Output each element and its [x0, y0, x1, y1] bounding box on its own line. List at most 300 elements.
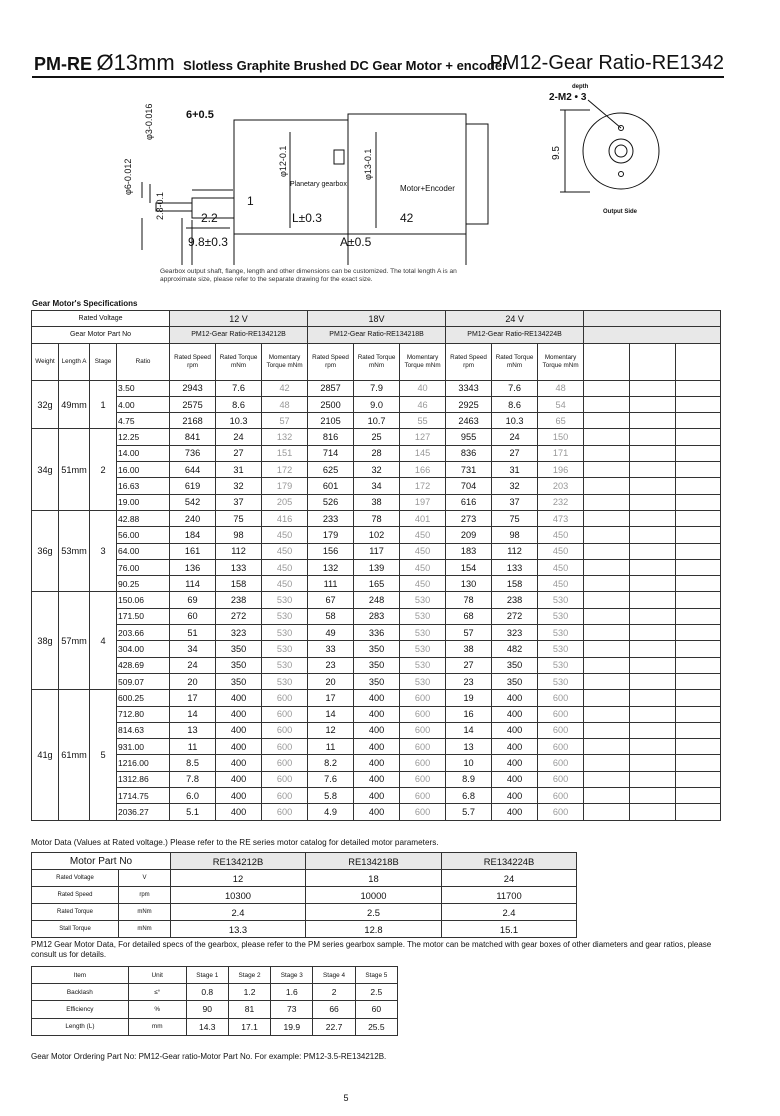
extra-part-cell — [584, 327, 721, 343]
motor-param-value: 12 — [171, 870, 306, 887]
empty-cell — [676, 641, 721, 657]
stage-table-body — [32, 967, 398, 1036]
col-speed-18: Rated Speed rpm — [308, 343, 354, 380]
empty-cell — [584, 625, 630, 641]
empty-cell — [676, 576, 721, 592]
empty-cell — [584, 413, 630, 429]
value-cell: 530 — [262, 592, 308, 608]
value-cell: 158 — [216, 576, 262, 592]
table-row — [32, 967, 398, 984]
value-cell: 400 — [492, 771, 538, 787]
empty-cell — [584, 396, 630, 412]
empty-cell — [630, 445, 676, 461]
value-cell: 400 — [216, 755, 262, 771]
value-cell: 736 — [170, 445, 216, 461]
value-cell: 450 — [400, 543, 446, 559]
ratio-cell: 304.00 — [117, 641, 170, 657]
header-divider — [32, 76, 724, 78]
value-cell: 98 — [216, 527, 262, 543]
value-cell: 600 — [400, 706, 446, 722]
stage-value-cell: 17.1 — [228, 1018, 270, 1035]
page-number: 5 — [343, 1093, 349, 1103]
value-cell: 400 — [492, 706, 538, 722]
empty-cell — [630, 462, 676, 478]
empty-cell — [676, 527, 721, 543]
value-cell: 530 — [400, 592, 446, 608]
value-cell: 203 — [538, 478, 584, 494]
value-cell: 136 — [170, 559, 216, 575]
value-cell: 530 — [262, 673, 308, 689]
stage-header-cell: Unit — [128, 967, 186, 984]
stage-label-cell: Efficiency — [32, 1001, 129, 1018]
value-cell: 600 — [262, 739, 308, 755]
dim-a: A±0.5 — [340, 235, 372, 249]
value-cell: 37 — [492, 494, 538, 510]
empty-cell — [584, 804, 630, 820]
value-cell: 8.5 — [170, 755, 216, 771]
end-view-outline — [583, 113, 659, 189]
empty-cell — [584, 543, 630, 559]
value-cell: 55 — [400, 413, 446, 429]
value-cell: 183 — [446, 543, 492, 559]
empty-cell — [584, 592, 630, 608]
value-cell: 112 — [492, 543, 538, 559]
model-title: PM12-Gear Ratio-RE1342 — [489, 52, 724, 74]
planetary-gearbox-label: Planetary gearbox — [290, 181, 347, 188]
stage-value-cell: 1.2 — [228, 984, 270, 1001]
value-cell: 8.9 — [446, 771, 492, 787]
value-cell: 400 — [354, 804, 400, 820]
empty-cell — [676, 445, 721, 461]
value-cell: 530 — [538, 625, 584, 641]
table-row — [32, 788, 721, 804]
title-subtitle: Slotless Graphite Brushed DC Gear Motor + encoder — [183, 58, 508, 73]
value-cell: 450 — [400, 559, 446, 575]
ratio-cell: 16.00 — [117, 462, 170, 478]
value-cell: 600 — [400, 755, 446, 771]
empty-cell — [630, 510, 676, 526]
value-cell: 600 — [538, 706, 584, 722]
table-row — [32, 625, 721, 641]
empty-cell — [676, 543, 721, 559]
value-cell: 4.9 — [308, 804, 354, 820]
empty-cell — [630, 755, 676, 771]
empty-cell — [676, 690, 721, 706]
table-row — [32, 1018, 398, 1035]
value-cell: 10.3 — [492, 413, 538, 429]
empty-cell — [630, 608, 676, 624]
table-row — [32, 429, 721, 445]
value-cell: 401 — [400, 510, 446, 526]
table-row — [32, 396, 721, 412]
value-cell: 238 — [216, 592, 262, 608]
value-cell: 272 — [216, 608, 262, 624]
value-cell: 48 — [538, 380, 584, 396]
value-cell: 400 — [216, 771, 262, 787]
empty-cell — [630, 380, 676, 396]
value-cell: 600 — [400, 722, 446, 738]
value-cell: 40 — [400, 380, 446, 396]
value-cell: 530 — [538, 608, 584, 624]
table-row — [32, 413, 721, 429]
stage-value-cell: 25.5 — [355, 1018, 397, 1035]
weight-cell: 36g — [32, 510, 59, 591]
empty-cell — [676, 771, 721, 787]
ratio-cell: 150.06 — [117, 592, 170, 608]
value-cell: 836 — [446, 445, 492, 461]
col-torque-24: Rated Torque mNm — [492, 343, 538, 380]
value-cell: 400 — [354, 722, 400, 738]
empty-cell — [584, 755, 630, 771]
value-cell: 248 — [354, 592, 400, 608]
value-cell: 117 — [354, 543, 400, 559]
value-cell: 450 — [400, 527, 446, 543]
value-cell: 450 — [262, 527, 308, 543]
value-cell: 98 — [492, 527, 538, 543]
value-cell: 400 — [216, 739, 262, 755]
part-no-label: Gear Motor Part No — [32, 327, 170, 343]
value-cell: 530 — [262, 657, 308, 673]
value-cell: 32 — [216, 478, 262, 494]
table-row — [32, 984, 398, 1001]
empty-cell — [584, 462, 630, 478]
weight-cell: 34g — [32, 429, 59, 510]
table-row — [32, 592, 721, 608]
length-cell: 51mm — [59, 429, 90, 510]
table-row — [32, 445, 721, 461]
value-cell: 7.9 — [354, 380, 400, 396]
empty-cell — [584, 739, 630, 755]
ratio-cell: 171.50 — [117, 608, 170, 624]
empty-cell — [630, 559, 676, 575]
stage-value-cell: 60 — [355, 1001, 397, 1018]
empty-cell — [676, 462, 721, 478]
empty-cell — [630, 396, 676, 412]
value-cell: 600 — [538, 739, 584, 755]
voltage-12: 12 V — [170, 311, 308, 327]
empty-cell — [584, 559, 630, 575]
value-cell: 600 — [262, 755, 308, 771]
stage-header-cell: Stage 5 — [355, 967, 397, 984]
value-cell: 530 — [538, 641, 584, 657]
value-cell: 450 — [538, 543, 584, 559]
stage-value-cell: 2.5 — [355, 984, 397, 1001]
technical-drawing — [0, 80, 780, 265]
value-cell: 600 — [262, 788, 308, 804]
dim-one: 1 — [247, 194, 254, 208]
value-cell: 179 — [262, 478, 308, 494]
table-row — [32, 608, 721, 624]
motor-param-value: 2.5 — [306, 904, 442, 921]
stage-header-cell: Stage 3 — [271, 967, 313, 984]
table-row — [32, 870, 577, 887]
ratio-cell: 4.00 — [117, 396, 170, 412]
value-cell: 955 — [446, 429, 492, 445]
value-cell: 23 — [446, 673, 492, 689]
empty-cell — [584, 673, 630, 689]
empty-cell — [630, 722, 676, 738]
value-cell: 232 — [538, 494, 584, 510]
part-no-12: PM12-Gear Ratio-RE134212B — [170, 327, 308, 343]
value-cell: 530 — [538, 657, 584, 673]
stage-label-cell: Length (L) — [32, 1018, 129, 1035]
motor-part-label: Motor Part No — [32, 853, 171, 870]
value-cell: 600 — [262, 690, 308, 706]
value-cell: 150 — [538, 429, 584, 445]
gearbox-bump — [334, 150, 344, 164]
value-cell: 400 — [216, 706, 262, 722]
motor-param-unit: mNm — [119, 921, 171, 938]
dim-42: 42 — [400, 211, 414, 225]
value-cell: 65 — [538, 413, 584, 429]
value-cell: 132 — [308, 559, 354, 575]
empty-header-cell — [676, 343, 721, 380]
motor-param-value: 10300 — [171, 887, 306, 904]
motor-data-title: Motor Data (Values at Rated voltage.) Please refer to the RE series motor catalog for detailed motor parameters. — [31, 838, 439, 847]
empty-cell — [584, 576, 630, 592]
table-row — [32, 887, 577, 904]
stage-header-cell: Stage 4 — [313, 967, 355, 984]
value-cell: 2575 — [170, 396, 216, 412]
empty-cell — [630, 804, 676, 820]
value-cell: 600 — [400, 690, 446, 706]
value-cell: 619 — [170, 478, 216, 494]
value-cell: 165 — [354, 576, 400, 592]
value-cell: 133 — [216, 559, 262, 575]
stage-cell: 3 — [90, 510, 117, 591]
value-cell: 179 — [308, 527, 354, 543]
ratio-cell: 90.25 — [117, 576, 170, 592]
value-cell: 34 — [170, 641, 216, 657]
depth-label: depth — [572, 84, 589, 90]
value-cell: 46 — [400, 396, 446, 412]
value-cell: 350 — [354, 673, 400, 689]
value-cell: 161 — [170, 543, 216, 559]
dim-flange-length: 6+0.5 — [186, 109, 214, 121]
motor-param-unit: V — [119, 870, 171, 887]
stage-label-cell: Backlash — [32, 984, 129, 1001]
motor-data-table — [31, 852, 577, 938]
ratio-cell: 428.69 — [117, 657, 170, 673]
ratio-cell: 19.00 — [117, 494, 170, 510]
col-speed-12: Rated Speed rpm — [170, 343, 216, 380]
value-cell: 336 — [354, 625, 400, 641]
value-cell: 350 — [492, 657, 538, 673]
value-cell: 450 — [400, 576, 446, 592]
value-cell: 6.0 — [170, 788, 216, 804]
col-stage: Stage — [90, 343, 117, 380]
value-cell: 102 — [354, 527, 400, 543]
value-cell: 57 — [262, 413, 308, 429]
col-speed-24: Rated Speed rpm — [446, 343, 492, 380]
motor-param-unit: mNm — [119, 904, 171, 921]
value-cell: 25 — [354, 429, 400, 445]
value-cell: 5.8 — [308, 788, 354, 804]
value-cell: 11 — [308, 739, 354, 755]
value-cell: 400 — [492, 804, 538, 820]
empty-cell — [676, 722, 721, 738]
value-cell: 112 — [216, 543, 262, 559]
table-row — [32, 510, 721, 526]
ratio-cell: 1714.75 — [117, 788, 170, 804]
voltage-18: 18V — [308, 311, 446, 327]
value-cell: 27 — [216, 445, 262, 461]
value-cell: 283 — [354, 608, 400, 624]
dim-l: L±0.3 — [292, 211, 322, 225]
empty-cell — [676, 788, 721, 804]
empty-cell — [630, 478, 676, 494]
col-torque-18: Rated Torque mNm — [354, 343, 400, 380]
value-cell: 400 — [216, 690, 262, 706]
ratio-cell: 3.50 — [117, 380, 170, 396]
empty-cell — [630, 673, 676, 689]
dim-9-5: 9.5 — [551, 146, 562, 160]
value-cell: 240 — [170, 510, 216, 526]
motor-part-18: RE134218B — [306, 853, 442, 870]
value-cell: 400 — [354, 706, 400, 722]
value-cell: 8.6 — [492, 396, 538, 412]
value-cell: 11 — [170, 739, 216, 755]
value-cell: 27 — [446, 657, 492, 673]
empty-cell — [584, 657, 630, 673]
empty-cell — [630, 657, 676, 673]
stage-value-cell: 14.3 — [186, 1018, 228, 1035]
dim-motor-diameter: φ13-0.1 — [363, 148, 373, 180]
value-cell: 2943 — [170, 380, 216, 396]
table-row — [32, 657, 721, 673]
empty-cell — [676, 396, 721, 412]
empty-cell — [630, 641, 676, 657]
table-row — [32, 1001, 398, 1018]
empty-cell — [630, 527, 676, 543]
table-row — [32, 673, 721, 689]
value-cell: 400 — [354, 755, 400, 771]
value-cell: 600 — [400, 804, 446, 820]
value-cell: 450 — [262, 559, 308, 575]
value-cell: 32 — [354, 462, 400, 478]
value-cell: 350 — [216, 673, 262, 689]
col-ratio: Ratio — [117, 343, 170, 380]
value-cell: 38 — [446, 641, 492, 657]
value-cell: 68 — [446, 608, 492, 624]
value-cell: 600 — [262, 804, 308, 820]
table-row — [32, 380, 721, 396]
empty-cell — [676, 478, 721, 494]
ratio-cell: 14.00 — [117, 445, 170, 461]
value-cell: 197 — [400, 494, 446, 510]
value-cell: 841 — [170, 429, 216, 445]
value-cell: 601 — [308, 478, 354, 494]
output-side-label: Output Side — [603, 209, 637, 215]
value-cell: 114 — [170, 576, 216, 592]
ratio-cell: 12.25 — [117, 429, 170, 445]
value-cell: 14 — [446, 722, 492, 738]
stage-value-cell: 19.9 — [271, 1018, 313, 1035]
value-cell: 57 — [446, 625, 492, 641]
value-cell: 156 — [308, 543, 354, 559]
value-cell: 644 — [170, 462, 216, 478]
value-cell: 400 — [492, 755, 538, 771]
value-cell: 13 — [170, 722, 216, 738]
value-cell: 37 — [216, 494, 262, 510]
motor-data-body — [32, 870, 577, 938]
spec-title: Gear Motor's Specifications — [32, 299, 138, 308]
value-cell: 6.8 — [446, 788, 492, 804]
table-row — [32, 755, 721, 771]
value-cell: 31 — [492, 462, 538, 478]
empty-cell — [676, 559, 721, 575]
length-cell: 53mm — [59, 510, 90, 591]
value-cell: 530 — [538, 592, 584, 608]
ratio-cell: 1216.00 — [117, 755, 170, 771]
stage-header-cell: Stage 1 — [186, 967, 228, 984]
stage-value-cell: 81 — [228, 1001, 270, 1018]
value-cell: 2500 — [308, 396, 354, 412]
value-cell: 400 — [216, 804, 262, 820]
value-cell: 171 — [538, 445, 584, 461]
empty-cell — [584, 429, 630, 445]
value-cell: 166 — [400, 462, 446, 478]
value-cell: 530 — [538, 673, 584, 689]
stage-value-cell: 22.7 — [313, 1018, 355, 1035]
value-cell: 24 — [170, 657, 216, 673]
motor-param-value: 2.4 — [442, 904, 577, 921]
stage-cell: 5 — [90, 690, 117, 820]
value-cell: 24 — [492, 429, 538, 445]
dim-2-2: 2.2 — [201, 211, 218, 225]
m2-label: 2-M2 • 3 — [549, 92, 587, 103]
value-cell: 10.3 — [216, 413, 262, 429]
value-cell: 600 — [400, 739, 446, 755]
value-cell: 12 — [308, 722, 354, 738]
value-cell: 600 — [538, 788, 584, 804]
value-cell: 17 — [308, 690, 354, 706]
empty-cell — [676, 608, 721, 624]
value-cell: 127 — [400, 429, 446, 445]
stage-table — [31, 966, 398, 1036]
value-cell: 20 — [308, 673, 354, 689]
empty-cell — [630, 592, 676, 608]
value-cell: 145 — [400, 445, 446, 461]
empty-cell — [676, 755, 721, 771]
value-cell: 704 — [446, 478, 492, 494]
ratio-cell: 712.80 — [117, 706, 170, 722]
value-cell: 323 — [216, 625, 262, 641]
ratio-cell: 76.00 — [117, 559, 170, 575]
stage-cell: 4 — [90, 592, 117, 690]
empty-cell — [584, 706, 630, 722]
value-cell: 154 — [446, 559, 492, 575]
value-cell: 7.8 — [170, 771, 216, 787]
dim-9-8: 9.8±0.3 — [188, 235, 228, 249]
value-cell: 530 — [400, 625, 446, 641]
value-cell: 350 — [354, 657, 400, 673]
value-cell: 450 — [262, 543, 308, 559]
dim-shaft-diameter: φ3-0.016 — [144, 103, 154, 140]
value-cell: 209 — [446, 527, 492, 543]
table-row — [32, 462, 721, 478]
table-row — [32, 576, 721, 592]
empty-cell — [630, 690, 676, 706]
empty-cell — [584, 380, 630, 396]
empty-cell — [630, 706, 676, 722]
stage-value-cell: 1.6 — [271, 984, 313, 1001]
voltage-24: 24 V — [446, 311, 584, 327]
ratio-cell: 1312.86 — [117, 771, 170, 787]
empty-cell — [676, 592, 721, 608]
value-cell: 8.6 — [216, 396, 262, 412]
ratio-cell: 2036.27 — [117, 804, 170, 820]
